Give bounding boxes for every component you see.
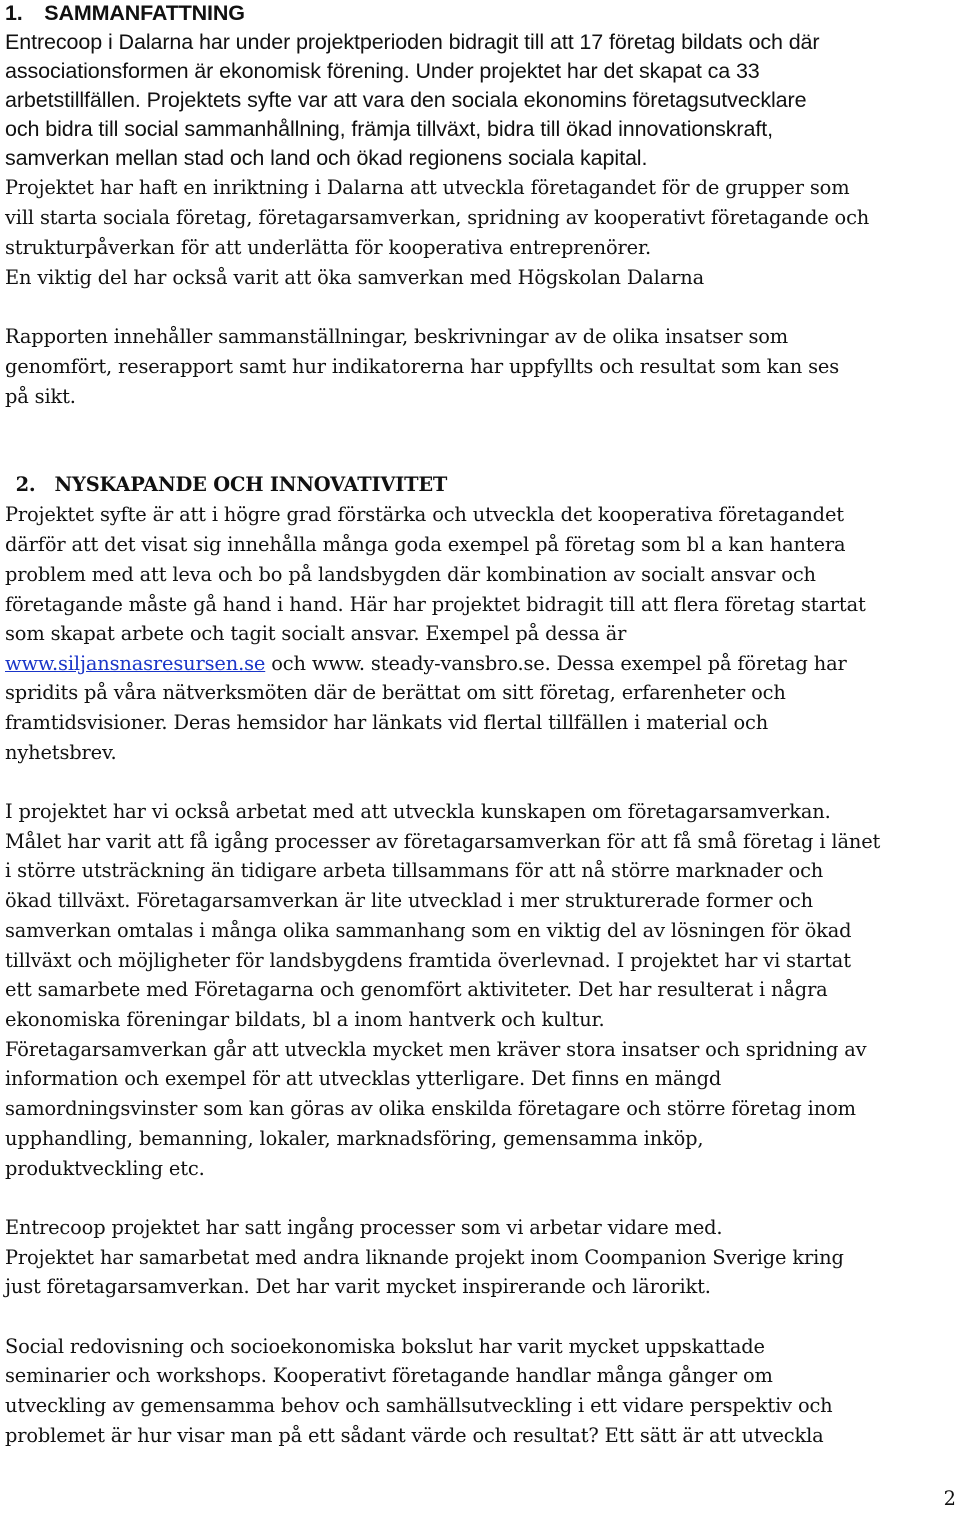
section-2-line: i större utsträckning än tidigare arbeta tillsammans för att nå större marknader och — [5, 859, 824, 882]
section-1-heading — [5, 0, 245, 28]
section-2-line: samordningsvinster som kan göras av olika enskilda företagare och större företag inom — [5, 1097, 856, 1120]
section-2-line: Entrecoop projektet har satt ingång processer som vi arbetar vidare med. — [5, 1216, 723, 1239]
section-2-heading — [5, 470, 447, 500]
section-2-line: företagande måste gå hand i hand. Här har projektet bidragit till att flera företag startat — [5, 593, 866, 616]
section-2-line: Företagarsamverkan går att utveckla mycket men kräver stora insatser och spridning av — [5, 1038, 867, 1061]
section-2-title: NYSKAPANDE OCH INNOVATIVITET — [54, 473, 448, 496]
section-2-line: information och exempel för att utvecklas ytterligare. Det finns en mängd — [5, 1067, 722, 1090]
section-2-line: framtidsvisioner. Deras hemsidor har länkats vid flertal tillfällen i material och — [5, 711, 769, 734]
section-1-line: genomfört, reserapport samt hur indikatorerna har uppfyllts och resultat som kan ses — [5, 355, 840, 378]
section-2-line: utveckling av gemensamma behov och samhällsutveckling i ett vidare perspektiv och — [5, 1394, 833, 1417]
section-2-line: upphandling, bemanning, lokaler, marknadsföring, gemensamma inköp, — [5, 1127, 704, 1150]
section-2-line: spridits på våra nätverksmöten där de berättat om sitt företag, erfarenheter och — [5, 681, 786, 704]
section-2-line: problem med att leva och bo på landsbygden där kombination av socialt ansvar och — [5, 563, 816, 586]
page-number: 2 — [943, 1487, 956, 1510]
section-2-line: ökad tillväxt. Företagarsamverkan är lite utvecklad i mer strukturerade former och — [5, 889, 813, 912]
section-2-line: I projektet har vi också arbetat med att utveckla kunskapen om företagarsamverkan. — [5, 800, 831, 823]
siljansnasresursen-link[interactable]: www.siljansnasresursen.se — [5, 652, 266, 675]
section-2-line: Projektet syfte är att i högre grad förstärka och utveckla det kooperativa företagandet — [5, 503, 844, 526]
section-2-link-line-rest: och www. steady-vansbro.se. Dessa exempel på företag har — [265, 652, 847, 675]
section-2-line: Social redovisning och socioekonomiska bokslut har varit mycket uppskattade — [5, 1335, 765, 1358]
section-1-line: arbetstillfällen. Projektets syfte var att vara den sociala ekonomins företagsutvecklare — [5, 88, 807, 112]
section-1-line: En viktig del har också varit att öka samverkan med Högskolan Dalarna — [5, 266, 704, 289]
section-2-line: Målet har varit att få igång processer av företagarsamverkan för att få små företag i länet — [5, 830, 881, 853]
section-2-line: produktveckling etc. — [5, 1157, 205, 1180]
section-2-line: ett samarbete med Företagarna och genomfört aktiviteter. Det har resulterat i några — [5, 978, 828, 1001]
section-2-line: nyhetsbrev. — [5, 741, 117, 764]
section-2-line: som skapat arbete och tagit socialt ansvar. Exempel på dessa är — [5, 622, 627, 645]
section-1-title: SAMMANFATTNING — [44, 1, 245, 25]
section-2-line: tillväxt och möjligheter för landsbygdens framtida överlevnad. I projektet har vi startat — [5, 949, 851, 972]
section-1-line: associationsformen är ekonomisk förening. Under projektet har det skapat ca 33 — [5, 59, 760, 83]
section-2-line: därför att det visat sig innehålla många goda exempel på företag som bl a kan hantera — [5, 533, 846, 556]
section-2-line: problemet är hur visar man på ett sådant värde och resultat? Ett sätt är att utveckla — [5, 1424, 824, 1447]
section-1-number: 1. — [5, 1, 23, 25]
section-1-line: Projektet har haft en inriktning i Dalarna att utveckla företagandet för de grupper som — [5, 176, 850, 199]
section-2-number: 2. — [15, 473, 36, 496]
section-2-line: Projektet har samarbetat med andra liknande projekt inom Coompanion Sverige kring — [5, 1246, 844, 1269]
section-2-line: ekonomiska föreningar bildats, bl a inom hantverk och kultur. — [5, 1008, 605, 1031]
section-1-line: Rapporten innehåller sammanställningar, beskrivningar av de olika insatser som — [5, 325, 789, 348]
section-2-line: seminarier och workshops. Kooperativt företagande handlar många gånger om — [5, 1364, 773, 1387]
section-1-line: och bidra till social sammanhållning, främja tillväxt, bidra till ökad innovationskraft, — [5, 117, 773, 141]
section-2-line: just företagarsamverkan. Det har varit mycket inspirerande och lärorikt. — [5, 1275, 711, 1298]
section-2-line: samverkan omtalas i många olika sammanhang som en viktig del av lösningen för ökad — [5, 919, 852, 942]
section-2-link-line — [5, 649, 847, 679]
section-1-line: Entrecoop i Dalarna har under projektperioden bidragit till att 17 företag bildats och där — [5, 30, 820, 54]
section-1-line: på sikt. — [5, 385, 76, 408]
section-1-line: strukturpåverkan för att underlätta för kooperativa entreprenörer. — [5, 236, 651, 259]
section-1-line: vill starta sociala företag, företagarsamverkan, spridning av kooperativt företagande och — [5, 206, 870, 229]
section-1-line: samverkan mellan stad och land och ökad regionens sociala kapital. — [5, 146, 648, 170]
